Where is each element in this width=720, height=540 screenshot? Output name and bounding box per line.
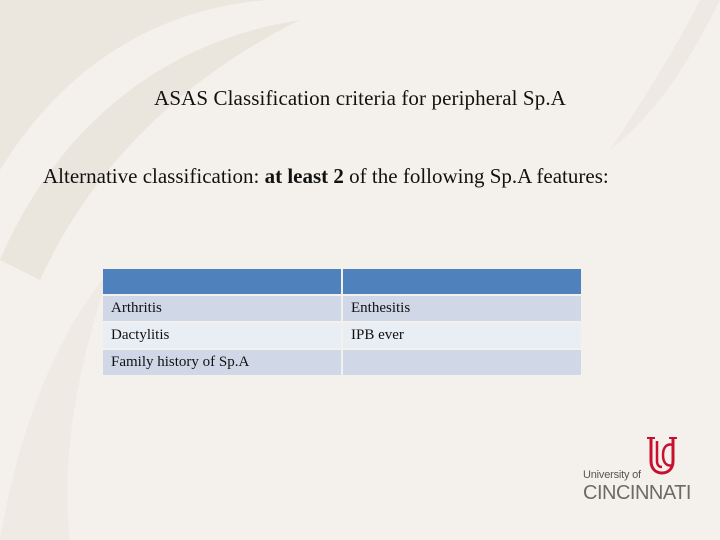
table-cell: Family history of Sp.A: [103, 350, 341, 375]
uc-mark-icon: [643, 435, 681, 479]
criteria-table: [101, 267, 583, 377]
table-row: [103, 323, 581, 348]
slide-title: ASAS Classification criteria for peripheral Sp.A: [154, 86, 566, 110]
table-header-cell: [343, 269, 581, 294]
table-cell: Enthesitis: [343, 296, 581, 321]
intro-prefix: Alternative classification:: [43, 164, 265, 188]
table-row: [103, 296, 581, 321]
university-logo: [583, 435, 693, 505]
intro-suffix: of the following Sp.A features:: [343, 164, 609, 188]
table-row: [103, 350, 581, 375]
table-cell: Arthritis: [103, 296, 341, 321]
table-cell: IPB ever: [343, 323, 581, 348]
table-cell: Dactylitis: [103, 323, 341, 348]
table-header-row: [103, 269, 581, 294]
table-cell: [343, 350, 581, 375]
table-header-cell: [103, 269, 341, 294]
logo-cincinnati: CINCINNATI: [583, 482, 691, 504]
logo-university-of: University of: [583, 469, 641, 481]
intro-bold: at least 2: [264, 164, 344, 188]
intro-text: [43, 162, 643, 190]
